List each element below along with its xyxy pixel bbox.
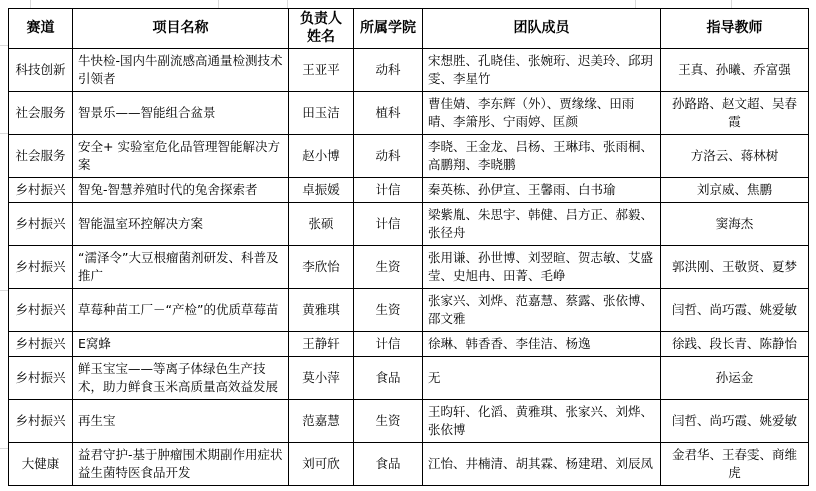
- cell-track[interactable]: 科技创新: [9, 49, 73, 92]
- table-row: [9, 134, 809, 177]
- cell-team[interactable]: 李晓、王金龙、吕杨、王琳玮、张雨桐、高鹏翔、李晓鹏: [423, 134, 661, 177]
- cell-leader[interactable]: 卓振媛: [289, 177, 354, 202]
- cell-advisors[interactable]: 孙运金: [661, 356, 809, 399]
- cell-college[interactable]: 生资: [354, 245, 423, 288]
- column-header-leader[interactable]: [289, 9, 354, 49]
- cell-team[interactable]: 王昀轩、化滔、黄雅琪、张家兴、刘烨、张依博: [423, 399, 661, 442]
- cell-leader[interactable]: 莫小萍: [289, 356, 354, 399]
- column-header-track[interactable]: 赛道: [9, 9, 73, 49]
- cell-advisors[interactable]: 王真、孙曦、乔富强: [661, 49, 809, 92]
- cell-project[interactable]: 益君守护-基于肿瘤围术期副作用症状益生菌特医食品开发: [73, 442, 289, 485]
- table-row: [9, 442, 809, 485]
- cell-track[interactable]: 乡村振兴: [9, 399, 73, 442]
- cell-college[interactable]: 食品: [354, 442, 423, 485]
- cell-leader[interactable]: 王亚平: [289, 49, 354, 92]
- cell-track[interactable]: 社会服务: [9, 134, 73, 177]
- gridline-remnant: [218, 0, 219, 8]
- gridline-remnant: [0, 133, 8, 134]
- cell-advisors[interactable]: 窦海杰: [661, 202, 809, 245]
- gridline-remnant: [30, 0, 31, 8]
- cell-project[interactable]: 鲜玉宝宝——等离子体绿色生产技术，助力鲜食玉米高质量高效益发展: [73, 356, 289, 399]
- projects-table: [8, 8, 809, 486]
- cell-track[interactable]: 乡村振兴: [9, 202, 73, 245]
- cell-project[interactable]: 安全+ 实验室危化品管理智能解决方案: [73, 134, 289, 177]
- table-row: [9, 202, 809, 245]
- cell-project[interactable]: “濡泽令”大豆根瘤菌剂研发、科普及推广: [73, 245, 289, 288]
- gridline-remnant: [287, 0, 288, 8]
- cell-advisors[interactable]: 闫哲、尚巧霞、姚爱敏: [661, 288, 809, 331]
- cell-leader[interactable]: 李欣怡: [289, 245, 354, 288]
- cell-team[interactable]: 江怡、井楠清、胡其霖、杨建珺、刘辰凤: [423, 442, 661, 485]
- table-row: [9, 331, 809, 356]
- gridline-remnant: [0, 448, 8, 449]
- column-header-project[interactable]: 项目名称: [73, 9, 289, 49]
- cell-team[interactable]: 梁紫胤、朱思宇、韩健、吕方正、郝毅、张径舟: [423, 202, 661, 245]
- table-row: [9, 49, 809, 92]
- cell-advisors[interactable]: 郭洪刚、王敬贤、夏梦: [661, 245, 809, 288]
- cell-project[interactable]: 牛快检-国内牛副流感高通量检测技术引领者: [73, 49, 289, 92]
- cell-college[interactable]: 计信: [354, 177, 423, 202]
- cell-track[interactable]: 大健康: [9, 442, 73, 485]
- cell-project[interactable]: 智能温室环控解决方案: [73, 202, 289, 245]
- cell-track[interactable]: 乡村振兴: [9, 245, 73, 288]
- cell-college[interactable]: 计信: [354, 331, 423, 356]
- cell-college[interactable]: 植科: [354, 91, 423, 134]
- table-body: [9, 49, 809, 486]
- column-header-college[interactable]: 所属学院: [354, 9, 423, 49]
- cell-college[interactable]: 生资: [354, 288, 423, 331]
- cell-team[interactable]: 徐琳、韩香香、李佳洁、杨逸: [423, 331, 661, 356]
- cell-project[interactable]: 再生宝: [73, 399, 289, 442]
- cell-leader[interactable]: 赵小博: [289, 134, 354, 177]
- column-header-advisors[interactable]: 指导教师: [661, 9, 809, 49]
- header-row: [9, 9, 809, 49]
- table-header: [9, 9, 809, 49]
- cell-leader[interactable]: 范嘉慧: [289, 399, 354, 442]
- cell-advisors[interactable]: 方洛云、蒋林树: [661, 134, 809, 177]
- gridline-remnant: [635, 0, 636, 8]
- cell-team[interactable]: 张家兴、刘烨、范嘉慧、蔡露、张依博、邵文雅: [423, 288, 661, 331]
- gridline-remnant: [0, 290, 8, 291]
- cell-leader[interactable]: 刘可欣: [289, 442, 354, 485]
- cell-leader[interactable]: 张硕: [289, 202, 354, 245]
- cell-college[interactable]: 生资: [354, 399, 423, 442]
- cell-project[interactable]: 智兔-智慧养殖时代的兔舍探索者: [73, 177, 289, 202]
- cell-advisors[interactable]: 徐践、段长青、陈静怡: [661, 331, 809, 356]
- cell-leader[interactable]: 田玉洁: [289, 91, 354, 134]
- gridline-remnant: [731, 0, 732, 8]
- cell-team[interactable]: 宋想胜、孔晓佳、张婉珩、迟美玲、邱玥雯、李星竹: [423, 49, 661, 92]
- cell-project[interactable]: 智景乐——智能组合盆景: [73, 91, 289, 134]
- cell-college[interactable]: 动科: [354, 49, 423, 92]
- table-row: [9, 288, 809, 331]
- cell-track[interactable]: 乡村振兴: [9, 288, 73, 331]
- cell-project[interactable]: 草莓种苗工厂－“产检”的优质草莓苗: [73, 288, 289, 331]
- cell-college[interactable]: 动科: [354, 134, 423, 177]
- cell-track[interactable]: 乡村振兴: [9, 177, 73, 202]
- table-row: [9, 356, 809, 399]
- cell-team[interactable]: 无: [423, 356, 661, 399]
- cell-team[interactable]: 曹佳婧、李东辉（外）、贾缘缘、田雨晴、李箫彤、宁雨婷、匡颜: [423, 91, 661, 134]
- column-header-leader-line1: 负责人: [300, 11, 342, 27]
- cell-advisors[interactable]: 闫哲、尚巧霞、姚爱敏: [661, 399, 809, 442]
- cell-track[interactable]: 乡村振兴: [9, 356, 73, 399]
- cell-advisors[interactable]: 孙路路、赵文超、吴春霞: [661, 91, 809, 134]
- table-row: [9, 177, 809, 202]
- cell-track[interactable]: 乡村振兴: [9, 331, 73, 356]
- cell-advisors[interactable]: 金君华、王春雯、商维虎: [661, 442, 809, 485]
- cell-college[interactable]: 食品: [354, 356, 423, 399]
- cell-project[interactable]: E窝蜂: [73, 331, 289, 356]
- cell-leader[interactable]: 黄雅琪: [289, 288, 354, 331]
- cell-team[interactable]: 张用谦、孙世博、刘翌暄、贺志敏、艾盛莹、史旭冉、田菁、毛峥: [423, 245, 661, 288]
- column-header-leader-line2: 姓名: [307, 28, 335, 45]
- cell-leader[interactable]: 王静轩: [289, 331, 354, 356]
- table-row: [9, 399, 809, 442]
- cell-track[interactable]: 社会服务: [9, 91, 73, 134]
- cell-college[interactable]: 计信: [354, 202, 423, 245]
- column-header-team[interactable]: 团队成员: [423, 9, 661, 49]
- gridline-remnant: [0, 45, 8, 46]
- cell-team[interactable]: 秦英栋、孙伊宣、王馨雨、白书瑜: [423, 177, 661, 202]
- table-row: [9, 91, 809, 134]
- table-row: [9, 245, 809, 288]
- cell-advisors[interactable]: 刘京威、焦鹏: [661, 177, 809, 202]
